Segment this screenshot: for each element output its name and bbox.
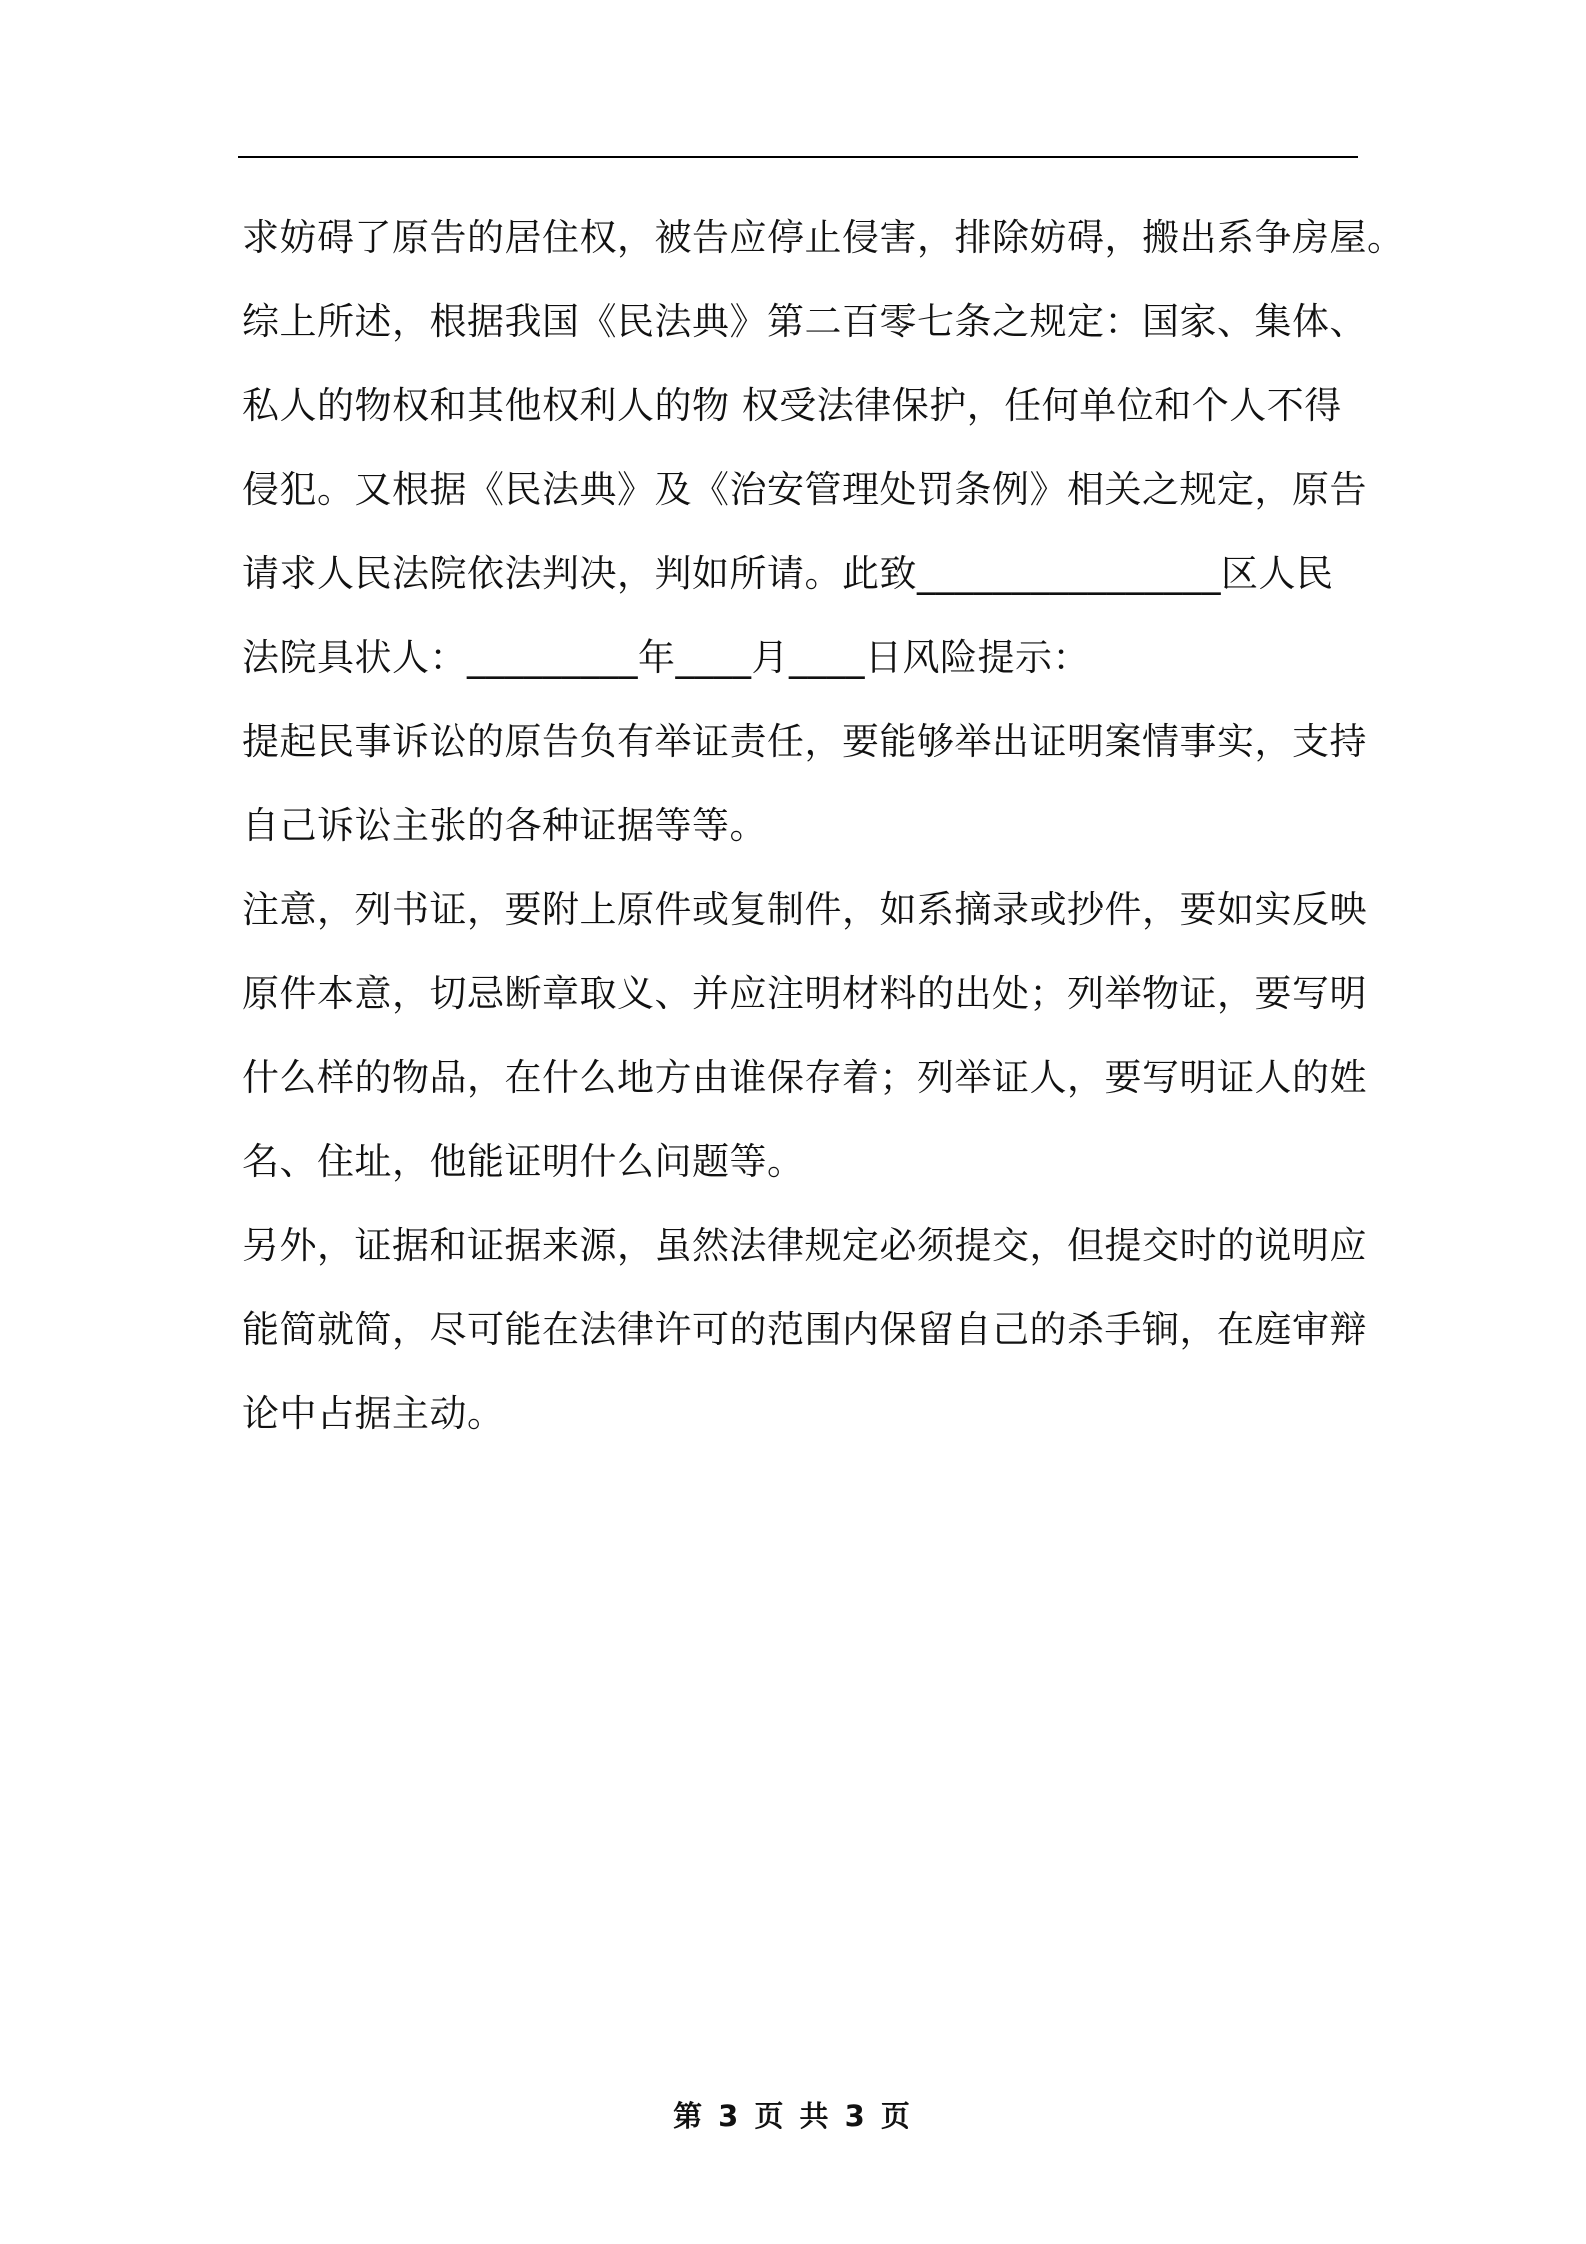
text-line: 请求人民法院依法判决，判如所请。此致________________区人民 (242, 552, 1334, 595)
text-line: 法院具状人：_________年____月____日风险提示： (242, 636, 1090, 679)
text-line: 侵犯。又根据《民法典》及《治安管理处罚条例》相关之规定，原告 (242, 468, 1367, 511)
document-body (242, 196, 1405, 1456)
text-line: 原件本意，切忌断章取义、并应注明材料的出处；列举物证，要写明 (242, 972, 1367, 1015)
text-line: 注意，列书证，要附上原件或复制件，如系摘录或抄件，要如实反映 (242, 888, 1367, 931)
text-line: 能简就简，尽可能在法律许可的范围内保留自己的杀手锏，在庭审辩 (242, 1308, 1367, 1351)
text-line: 综上所述，根据我国《民法典》第二百零七条之规定：国家、集体、 (242, 300, 1367, 343)
text-line: 什么样的物品，在什么地方由谁保存着；列举证人，要写明证人的姓 (242, 1056, 1367, 1099)
text-line: 另外，证据和证据来源，虽然法律规定必须提交，但提交时的说明应 (242, 1224, 1367, 1267)
header-divider (238, 156, 1358, 158)
page-number-footer: 第 3 页 共 3 页 (673, 2099, 913, 2133)
text-line: 自己诉讼主张的各种证据等等。 (242, 804, 767, 847)
text-line: 求妨碍了原告的居住权，被告应停止侵害，排除妨碍，搬出系争房屋。 (242, 216, 1405, 259)
text-line: 提起民事诉讼的原告负有举证责任，要能够举出证明案情事实，支持 (242, 720, 1367, 763)
text-line: 论中占据主动。 (242, 1392, 505, 1435)
text-line: 名、住址，他能证明什么问题等。 (242, 1140, 805, 1183)
text-line: 私人的物权和其他权利人的物 权受法律保护，任何单位和个人不得 (242, 384, 1342, 427)
